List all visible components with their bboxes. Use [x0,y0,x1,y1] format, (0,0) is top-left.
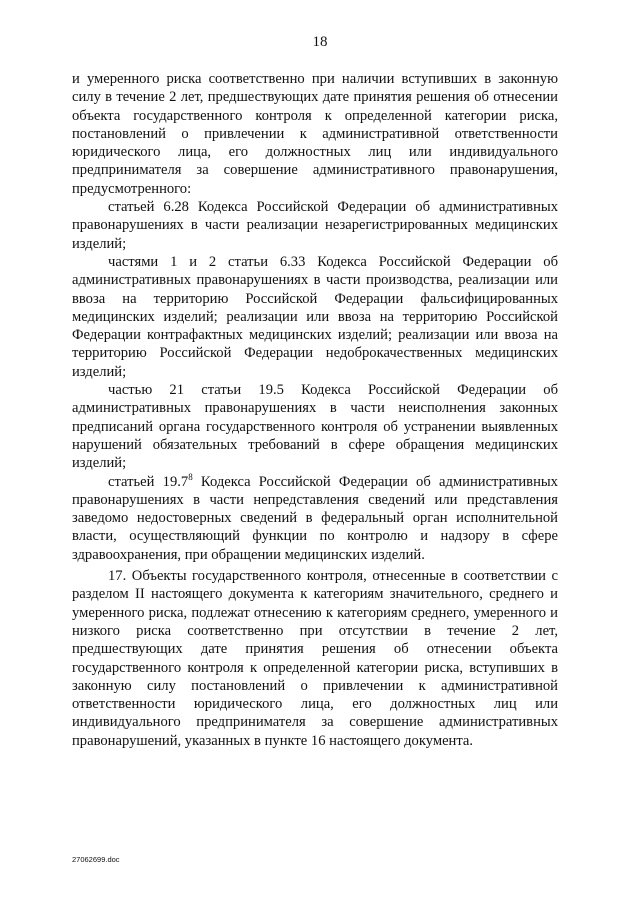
paragraph-article-6-33: частями 1 и 2 статьи 6.33 Кодекса Российской Федерации об административных правонарушениях в части производства, реализации или ввоза на территорию Российской Федерации фальсифицированных медицинских изделий; реализации или ввоза на территорию Российской Федерации контрафактных медицинских изделий; реализации или ввоза на территорию Российской Федерации недоброкачественных медицинских изделий; [72,253,558,380]
paragraph-item-17: 17. Объекты государственного контроля, отнесенные в соответствии с разделом II настоящего документа к категориям значительного, среднего и умеренного риска, подлежат отнесению к категориям среднего, умеренного и низкого риска соответственно при отсутствии в течение 2 лет, предшествующих дате принятия решения об отнесении объекта государственного контроля к определенной категории риска, вступивших в законную силу постановлений о привлечении к административной ответственности юридического лица, его должностных лиц или индивидуального предпринимателя за совершение административных правонарушений, указанных в пункте 16 настоящего документа. [72,568,558,749]
article-19-7-text-after: Кодекса Российской Федерации об административных правонарушениях в части непредставления сведений или представления заведомо недостоверных сведений в федеральный орган исполнительной власти, осуществляющий функции по контролю и надзору в сфере здравоохранения, при обращении медицинских изделий. [72,473,558,563]
article-19-7-superscript: 8 [188,471,193,482]
paragraph-continuation: и умеренного риска соответственно при наличии вступивших в законную силу в течение 2 лет, предшествующих дате принятия решения об отнесении объекта государственного контроля к определенной категории риска, постановлений о привлечении к административной ответственности юридического лица, его должностных лиц или индивидуального предпринимателя за совершение административного правонарушения, предусмотренного: [72,71,558,197]
paragraph-article-19-7-8 [72,473,558,564]
page-number: 18 [312,34,328,50]
footer-file-code: 27062699.doc [72,855,120,864]
paragraph-article-19-5: частью 21 статьи 19.5 Кодекса Российской Федерации об административных правонарушениях в части неисполнения законных предписаний органа государственного контроля об устранении выявленных нарушений обязательных требований в сфере обращения медицинских изделий; [72,382,558,472]
document-body [72,70,558,750]
paragraph-article-6-28: статьей 6.28 Кодекса Российской Федерации об административных правонарушениях в части реализации незарегистрированных медицинских изделий; [72,199,558,252]
article-19-7-text-before: статьей 19.7 [108,473,189,490]
